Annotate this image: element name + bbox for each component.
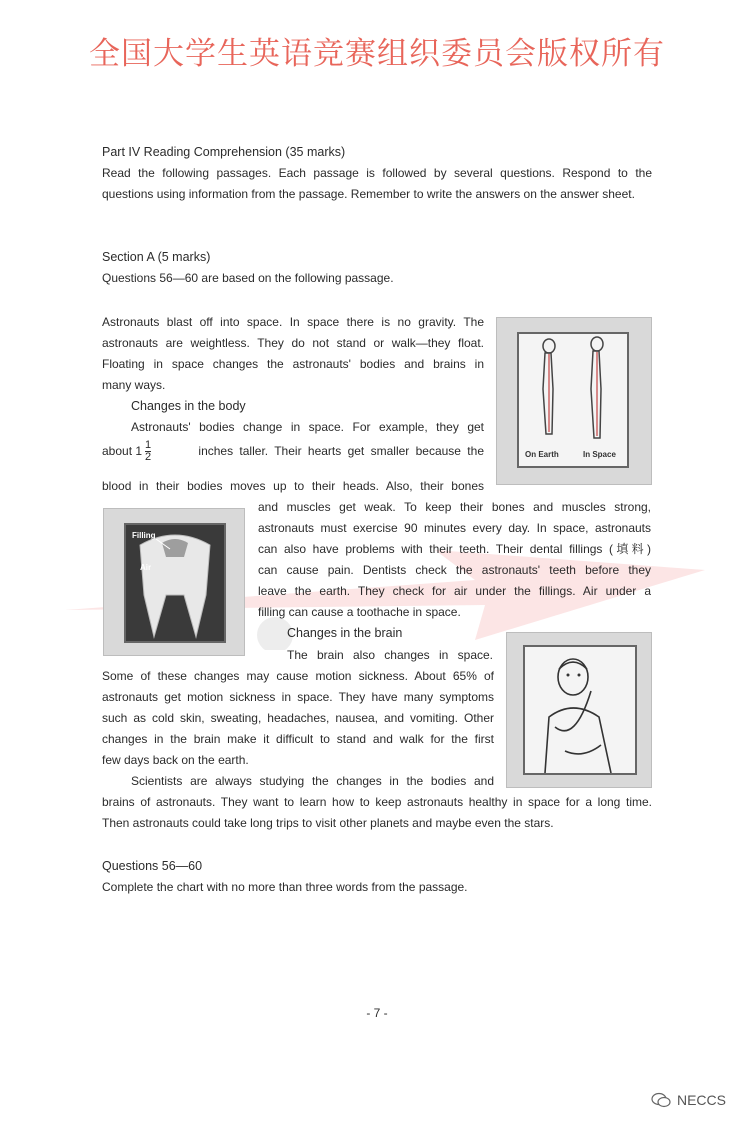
- fraction-prefix: [102, 440, 154, 463]
- body-line: and muscles get weak. To keep their bones and muscles strong,: [258, 500, 651, 514]
- page-number: - 7 -: [366, 1006, 388, 1020]
- brain-line: The brain also changes in space.: [287, 648, 493, 662]
- part-title: Part IV Reading Comprehension (35 marks): [102, 145, 346, 159]
- logo-text: NECCS: [676, 1092, 726, 1108]
- brain-line: such as cold skin, sweating, headaches, nausea, and vomiting. Other: [102, 711, 494, 725]
- heading-brain-changes: Changes in the brain: [287, 626, 403, 640]
- neccs-logo: [651, 1092, 726, 1108]
- figure-motion-sickness: [506, 632, 652, 788]
- caption-in-space: In Space: [583, 450, 616, 459]
- intro-line: Floating in space changes the astronauts' bodies and brains in: [102, 357, 484, 371]
- brain-line: few days back on the earth.: [102, 753, 249, 767]
- label-filling: Filling: [132, 531, 156, 540]
- fraction-numerator: 1: [145, 439, 152, 451]
- brain-line: Some of these changes may cause motion sickness. About 65% of: [102, 669, 494, 683]
- intro-line: Astronauts blast off into space. In space there is no gravity. The: [102, 315, 484, 329]
- fraction-denominator: 2: [145, 451, 152, 463]
- figure-body-frame: [517, 332, 629, 468]
- body-line-fraction: [102, 440, 484, 463]
- brain-line: changes in the brain make it difficult to stand and walk for the first: [102, 732, 494, 746]
- questions-title: Questions 56—60: [102, 859, 203, 873]
- figure-tooth-frame: [124, 523, 226, 643]
- body-line: astronauts must exercise 90 minutes every day. In space, astronauts: [258, 521, 651, 535]
- closing-line: Scientists are always studying the changes in the bodies and: [131, 774, 494, 788]
- chat-bubble-icon: [651, 1092, 671, 1108]
- brain-line: astronauts get motion sickness in space. They have many symptoms: [102, 690, 494, 704]
- closing-line: brains of astronauts. They want to learn how to keep astronauts healthy in space for a long time.: [102, 795, 652, 809]
- fraction-prefix-text: about 1: [102, 444, 143, 458]
- figure-motion-sickness-frame: [523, 645, 637, 775]
- copyright-banner: 全国大学生英语竞赛组织委员会版权所有: [89, 36, 665, 72]
- closing-line: Then astronauts could take long trips to visit other planets and maybe even the stars.: [102, 816, 554, 830]
- body-line: Astronauts' bodies change in space. For example, they get: [131, 420, 484, 434]
- section-title: Section A (5 marks): [102, 250, 211, 264]
- heading-body-changes: Changes in the body: [131, 399, 246, 413]
- body-silhouettes-icon: [519, 334, 627, 446]
- body-line: filling can cause a toothache in space.: [258, 605, 461, 619]
- instructions: Read the following passages. Each passage is followed by several questions. Respond to the questions using information from the passage. Remember to write the answers on the answer sheet.: [102, 166, 652, 201]
- tooth-icon: [126, 525, 224, 641]
- body-line: can also have problems with their teeth. Their dental fillings (填料): [258, 542, 651, 556]
- fraction-suffix: inches taller. Their hearts get smaller because the: [198, 444, 484, 458]
- caption-on-earth: On Earth: [525, 450, 559, 459]
- sick-person-icon: [525, 647, 635, 773]
- questions-instruction: Complete the chart with no more than three words from the passage.: [102, 880, 468, 894]
- label-air: Air: [140, 563, 152, 572]
- body-line: can cause pain. Dentists check the astronauts' teeth before they: [258, 563, 651, 577]
- figure-tooth: [103, 508, 245, 656]
- fraction: [145, 440, 151, 463]
- section-intro: Questions 56—60 are based on the following passage.: [102, 271, 394, 285]
- intro-line: many ways.: [102, 378, 166, 392]
- intro-line: astronauts are weightless. They do not stand or walk—they float.: [102, 336, 484, 350]
- figure-body-comparison: [496, 317, 652, 485]
- body-line: leave the earth. They check for air under the fillings. Air under a: [258, 584, 651, 598]
- body-line: blood in their bodies moves up to their heads. Also, their bones: [102, 479, 484, 493]
